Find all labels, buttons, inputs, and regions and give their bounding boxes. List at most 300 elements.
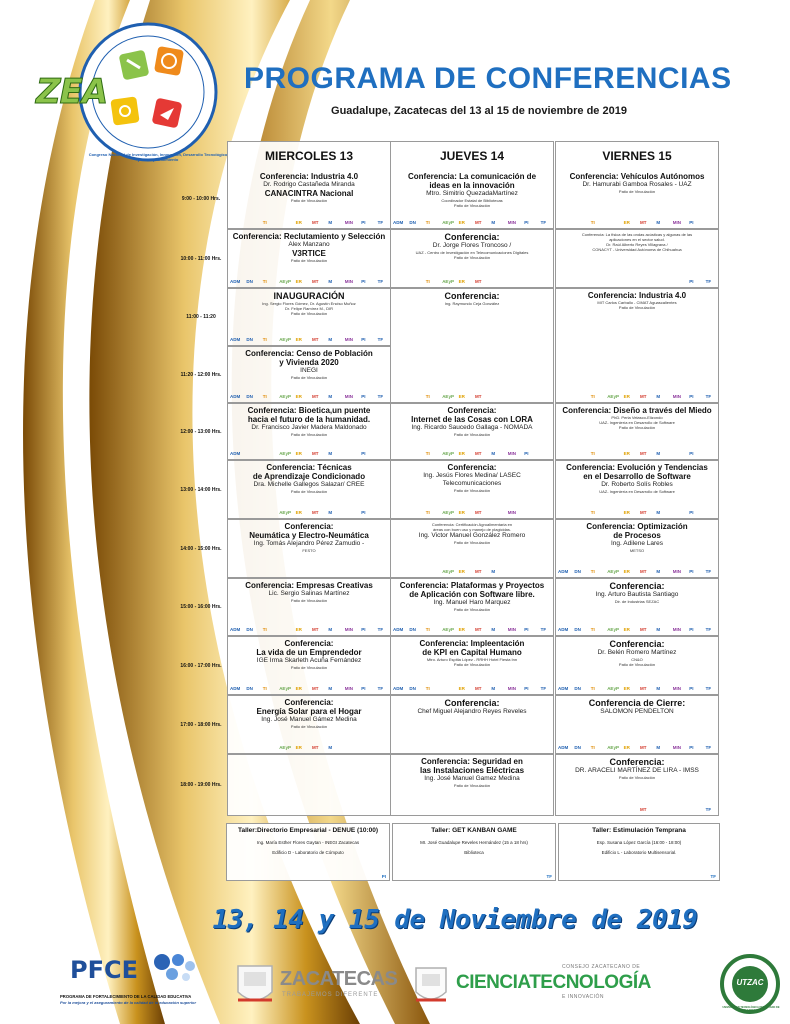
career-tags [556, 627, 718, 634]
career-tag: MIN [672, 627, 682, 632]
career-tag: PI [361, 394, 366, 399]
session-detail: Patio de Vinculación [453, 488, 491, 493]
career-tag: TI [425, 686, 430, 691]
career-tag: PI [361, 686, 366, 691]
career-tag: MIN [344, 337, 354, 342]
schedule-cell [555, 754, 719, 816]
time-slot-label: 11:00 - 11:20 [186, 314, 216, 320]
zea-logo-text: ZEA [36, 72, 108, 112]
career-tag: MT [475, 569, 482, 574]
day-column [390, 141, 554, 816]
session-title: Conferencia: [284, 698, 334, 707]
session-title: de KPI en Capital Humano [422, 648, 522, 657]
schedule-grid [174, 141, 719, 816]
session-detail: IGE Irma Skarleth Acuña Fernández [256, 657, 362, 664]
workshops-row [226, 823, 720, 881]
day-header: JUEVES 14 [439, 149, 505, 163]
session-detail: Patio de Vinculación [290, 489, 328, 494]
career-tag: AEyP [279, 279, 291, 284]
session-title: hacia el futuro de la humanidad. [247, 415, 371, 424]
career-tag: TF [705, 569, 712, 574]
career-tag: M [656, 510, 661, 515]
workshop-card [392, 823, 556, 881]
session-detail: Dr. Francisco Javier Madera Maldonado [251, 424, 367, 431]
session-detail: Patio de Vinculación [453, 662, 491, 667]
career-tag: M [656, 745, 661, 750]
career-tag: ER [623, 569, 630, 574]
session-title: Conferencia: Técnicas [266, 463, 352, 472]
schedule-cell [390, 754, 554, 816]
session-title: de Aplicación con Software libre. [409, 590, 535, 599]
career-tag: TF [540, 686, 547, 691]
session-detail: MIT Carlos Carballo - CIMAT Aguascalientes [597, 300, 677, 305]
career-tag: M [328, 745, 333, 750]
schedule-cell [555, 578, 719, 636]
session-detail: Ing. Raymundo Ceja González [444, 301, 500, 306]
career-tag: M [328, 451, 333, 456]
career-tag: ER [295, 279, 302, 284]
career-tag: TI [262, 627, 267, 632]
schedule-cell [227, 460, 391, 519]
career-tag: ADM [230, 279, 241, 284]
session-detail: Patio de Vinculación [618, 775, 656, 780]
schedule-cell [390, 141, 554, 229]
career-tag: M [491, 220, 496, 225]
career-tag: TF [705, 686, 712, 691]
session-title: V3RTICE [292, 249, 326, 258]
career-tags [228, 510, 390, 517]
career-tag: ER [458, 686, 465, 691]
session-detail: Alex Manzano [288, 241, 330, 248]
career-tag: ADM [230, 337, 241, 342]
career-tag: DN [409, 220, 416, 225]
career-tag: ER [458, 394, 465, 399]
career-tag: PI [689, 569, 694, 574]
career-tag: MIN [672, 745, 682, 750]
career-tag: AEyP [607, 686, 619, 691]
career-tag: PI [689, 451, 694, 456]
career-tag: M [491, 686, 496, 691]
career-tag: TI [425, 394, 430, 399]
session-detail: Patio de Vinculación [290, 432, 328, 437]
career-tag: DN [246, 394, 253, 399]
career-tag: DN [574, 745, 581, 750]
career-tags [228, 279, 390, 286]
day-header: VIERNES 15 [602, 149, 672, 163]
session-detail: SALOMON PENDELTON [600, 708, 674, 715]
workshop-instructor: Ing. María Esther Flores Gaytan - INEGI Zacatecas [256, 840, 360, 845]
career-tag: DN [246, 627, 253, 632]
dates-banner: 13, 14 y 15 de Noviembre de 2019 [212, 905, 698, 935]
career-tag: TF [377, 627, 384, 632]
session-detail: UAZ - Centro de Investigación en Telecomunicaciones Digitales [415, 250, 529, 255]
career-tag: DN [246, 337, 253, 342]
career-tag: TI [590, 510, 595, 515]
career-tags [391, 510, 553, 517]
career-tag: MT [640, 569, 647, 574]
zacatecas-logo [232, 954, 402, 1014]
career-tag: PI [524, 686, 529, 691]
career-tag: AEyP [442, 627, 454, 632]
career-tag: DN [574, 686, 581, 691]
career-tag: ER [623, 394, 630, 399]
cozcyt-crest-icon [412, 962, 450, 1008]
session-detail: Patio de Vinculación [290, 198, 328, 203]
session-detail: Patio de Vinculación [453, 540, 491, 545]
career-tag: PI [361, 337, 366, 342]
career-tag: ADM [230, 394, 241, 399]
session-title: Conferencia: Plataformas y Proyectos [399, 581, 545, 590]
career-tag: TI [262, 686, 267, 691]
career-tag: TF [377, 337, 384, 342]
time-slot-label: 11:20 - 12:00 Hrs. [180, 371, 222, 378]
career-tag: PI [689, 220, 694, 225]
career-tag: ER [458, 627, 465, 632]
career-tag: PI [689, 394, 694, 399]
career-tag: TF [705, 279, 712, 284]
cozcyt-sub2: E INNOVACIÓN [562, 994, 605, 1000]
session-title: Conferencia: Optimización [586, 522, 688, 531]
career-tag: TI [262, 337, 267, 342]
session-detail: UAZ- Ingeniería en Desarrollo de Software [599, 489, 675, 494]
career-tag: TI [590, 745, 595, 750]
session-detail: METSO [629, 548, 645, 553]
career-tag: AEyP [607, 569, 619, 574]
session-detail: Ing. Arturo Bautista Santiago [595, 591, 679, 598]
career-tag: PI [361, 220, 366, 225]
session-detail: Ing. Sergio Flores Gómez, Dr. Agustín Enciso Muñoz [262, 301, 356, 306]
session-title: Conferencia: La comunicación de [407, 172, 537, 181]
session-title: Conferencia: Censo de Población [245, 349, 373, 358]
career-tag: ER [295, 510, 302, 515]
career-tag: MT [312, 451, 319, 456]
career-tag: PI [361, 279, 366, 284]
session-detail: Ing. José Manuel Gámez Medina [261, 716, 357, 723]
session-detail: Coordinador Estatal de Bibliotecas [441, 198, 503, 203]
career-tag: AEyP [442, 394, 454, 399]
career-tag: ADM [558, 686, 569, 691]
session-detail: CN&O [631, 657, 643, 662]
career-tag: M [656, 627, 661, 632]
session-detail: Dra. Michelle Gallegos Salazar/ CREE [253, 481, 365, 488]
career-tags [228, 220, 390, 227]
career-tag: ER [458, 279, 465, 284]
session-detail: DR. ARACELI MARTÍNEZ DE LIRA - IMSS [575, 767, 699, 774]
career-tag: AEyP [607, 627, 619, 632]
career-tags [556, 569, 718, 576]
cozcyt-logo [412, 954, 702, 1014]
schedule-cell [227, 519, 391, 578]
career-tag: MT [640, 510, 647, 515]
career-tag: M [656, 686, 661, 691]
time-slot-label: 14:00 - 15:00 Hrs. [180, 545, 222, 552]
career-tags [556, 279, 718, 286]
session-detail: Patio de Vinculación [290, 258, 328, 263]
career-tag: TI [590, 686, 595, 691]
day-column [555, 141, 719, 816]
session-title: de Procesos [613, 531, 661, 540]
session-title: La vida de un Emprendedor [256, 648, 362, 657]
career-tag: MT [312, 510, 319, 515]
career-tag: TI [590, 394, 595, 399]
career-tag: AEyP [442, 510, 454, 515]
schedule-cell [390, 695, 554, 754]
time-slot-label: 12:00 - 13:00 Hrs. [180, 428, 222, 435]
session-detail: UAZ- Ingeniería en Desarrollo de Software [599, 420, 675, 425]
session-detail: Ing. Tomás Alejandro Pérez Zamudio - [253, 540, 365, 547]
career-tag: TI [262, 220, 267, 225]
career-tag: PI [689, 510, 694, 515]
workshop-location: Edificio L - Laboratorio Multisensorial. [601, 850, 677, 855]
session-title: ideas en la innovación [429, 181, 515, 190]
session-title: Conferencia: Diseño a través del Miedo [562, 406, 712, 415]
session-detail: Patio de Vinculación [290, 311, 328, 316]
career-tag: MT [475, 279, 482, 284]
session-detail: Dr. Rodrigo Castañeda Miranda [263, 181, 355, 188]
time-slot-label: 13:00 - 14:00 Hrs. [180, 486, 222, 493]
schedule-cell [390, 460, 554, 519]
career-tags [228, 627, 390, 634]
session-title: INAUGURACIÓN [273, 291, 345, 301]
workshop-instructor: MI. José Guadalupe Reveles Hernández (15 a 18 hrs) [420, 840, 528, 845]
career-tag: TF [377, 686, 384, 691]
career-tag: M [328, 279, 333, 284]
career-tag: M [656, 220, 661, 225]
career-tag: ER [458, 510, 465, 515]
session-title: Conferencia: Industria 4.0 [259, 172, 359, 181]
zacatecas-tagline: TRABAJEMOS DIFERENTE [282, 992, 379, 998]
career-tag: ER [623, 745, 630, 750]
session-detail: Dr. Jorge Flores Troncoso / [432, 242, 512, 249]
career-tag: PI [689, 745, 694, 750]
schedule-cell [555, 403, 719, 460]
session-title: Internet de las Cosas con LORA [411, 415, 533, 424]
career-tags [391, 686, 553, 693]
session-title: y Vivienda 2020 [279, 358, 339, 367]
career-tag: PI [361, 627, 366, 632]
career-tag: TF [705, 745, 712, 750]
session-detail: Patio de Vinculación [453, 783, 491, 788]
session-title: Conferencia: [444, 291, 500, 301]
career-tag: MT [475, 220, 482, 225]
session-detail: Patio de Vinculación [453, 203, 491, 208]
career-tag: AEyP [279, 337, 291, 342]
career-tag: TI [425, 220, 430, 225]
career-tag: MT [312, 220, 319, 225]
session-title: Conferencia: Evolución y Tendencias [566, 463, 708, 472]
session-title: Conferencia de Cierre: [588, 698, 686, 708]
schedule-cell [390, 519, 554, 578]
session-detail: Patio de Vinculación [290, 665, 328, 670]
schedule-cell [227, 754, 391, 816]
career-tag: TF [705, 807, 712, 812]
session-detail: Dir. de Industrias SEZAC [614, 599, 660, 604]
workshop-title: Taller: GET KANBAN GAME [431, 827, 517, 834]
career-tag: TF [705, 627, 712, 632]
session-title: las Instalaciones Eléctricas [419, 766, 525, 775]
session-detail: Patio de Vinculación [618, 425, 656, 430]
career-tag: PI [524, 220, 529, 225]
career-tag: DN [246, 686, 253, 691]
career-tag: TI [590, 220, 595, 225]
session-detail: Patio de Vinculación [453, 255, 491, 260]
career-tag: PI [361, 451, 366, 456]
workshop-card [226, 823, 390, 881]
career-tag: DN [574, 627, 581, 632]
career-tag: M [656, 394, 661, 399]
footer-logos [60, 952, 785, 1018]
session-detail: Mtro. Arturo Espitia López - RRHH Hotel Fiesta Inn [426, 657, 518, 662]
career-tag: M [328, 337, 333, 342]
career-tags [556, 394, 718, 401]
career-tag: TI [262, 394, 267, 399]
session-title: de Aprendizaje Condicionado [252, 472, 366, 481]
session-detail: Patio de Vinculación [618, 189, 656, 194]
career-tag: M [328, 627, 333, 632]
schedule-cell [227, 403, 391, 460]
pfce-line2: Por la mejora y el aseguramiento de la calidad de la educación superior [60, 1000, 197, 1005]
career-tag: MT [640, 807, 647, 812]
workshop-tag: PI [381, 874, 386, 879]
career-tag: MT [640, 627, 647, 632]
career-tag: M [328, 220, 333, 225]
career-tag: DN [246, 279, 253, 284]
career-tag: MT [475, 510, 482, 515]
career-tag: M [328, 686, 333, 691]
career-tag: MT [312, 686, 319, 691]
career-tag: MT [312, 627, 319, 632]
career-tag: ADM [393, 627, 404, 632]
utzac-wordmark: UTZAC [736, 978, 764, 987]
career-tag: ER [623, 220, 630, 225]
workshop-instructor: Esp. Susana López García (16:00 - 18:00) [596, 840, 682, 845]
career-tags [391, 627, 553, 634]
career-tag: PI [689, 279, 694, 284]
session-detail: Dr. Belén Romero Martínez [597, 649, 677, 656]
session-title: Conferencia: [609, 639, 665, 649]
career-tag: MT [475, 627, 482, 632]
workshop-title: Taller:Directorio Empresarial - DENUE (10:00) [237, 827, 379, 834]
career-tag: TI [425, 627, 430, 632]
career-tag: AEyP [279, 510, 291, 515]
career-tag: DN [409, 686, 416, 691]
zacatecas-wordmark: ZACATECAS [280, 968, 398, 990]
career-tag: ER [458, 220, 465, 225]
career-tags [556, 686, 718, 693]
career-tag: MT [475, 451, 482, 456]
workshop-location: Biblioteca [464, 850, 484, 855]
session-detail: Lic. Sergio Salinas Martínez [268, 590, 350, 597]
schedule-cell [227, 346, 391, 403]
pfce-logo [60, 952, 220, 1018]
career-tag: MT [475, 686, 482, 691]
career-tags [228, 451, 390, 458]
career-tag: MIN [507, 627, 517, 632]
session-title: Energía Solar para el Hogar [256, 707, 362, 716]
session-title: Conferencia: [444, 698, 500, 708]
session-title: Conferencia: [447, 463, 497, 472]
schedule-cell [227, 636, 391, 695]
pfce-dots-icon [152, 952, 196, 982]
utzac-logo [720, 954, 782, 1016]
career-tag: MT [640, 451, 647, 456]
career-tag: TF [540, 220, 547, 225]
career-tag: TF [377, 279, 384, 284]
career-tag: MIN [507, 451, 517, 456]
career-tag: MT [475, 394, 482, 399]
session-detail: Ing. Manuel Haro Marquez [433, 599, 511, 606]
career-tags [556, 807, 718, 814]
career-tag: TI [425, 510, 430, 515]
career-tag: ADM [393, 220, 404, 225]
schedule-cell [227, 695, 391, 754]
career-tags [391, 394, 553, 401]
workshop-tag: TF [710, 874, 716, 879]
session-detail: Telecomunicaciones [442, 480, 502, 487]
session-title: Neumática y Electro-Neumática [249, 531, 369, 540]
session-title: Conferencia: [444, 232, 500, 242]
career-tags [228, 337, 390, 344]
career-tag: ER [295, 220, 302, 225]
page-subtitle: Guadalupe, Zacatecas del 13 al 15 de noviembre de 2019 [331, 105, 627, 117]
career-tag: TF [705, 394, 712, 399]
career-tag: MIN [672, 394, 682, 399]
time-slot-label: 18:00 - 19:00 Hrs. [180, 782, 222, 788]
career-tag: MIN [507, 510, 517, 515]
career-tag: MT [640, 394, 647, 399]
career-tag: AEyP [442, 279, 454, 284]
career-tag: MIN [507, 220, 517, 225]
session-detail: Dr. Roberto Solís Robles [601, 481, 673, 488]
session-title: Conferencia: [284, 639, 334, 648]
career-tag: ADM [558, 627, 569, 632]
career-tag: M [491, 451, 496, 456]
career-tag: MT [312, 745, 319, 750]
session-detail: aplicaciones en el sector salud. [609, 237, 665, 242]
career-tag: ER [295, 745, 302, 750]
career-tags [228, 394, 390, 401]
career-tag: MT [640, 220, 647, 225]
career-tag: TF [377, 394, 384, 399]
career-tag: M [328, 510, 333, 515]
session-detail: Patio de Vinculación [618, 662, 656, 667]
session-title: en el Desarrollo de Software [583, 472, 691, 481]
career-tag: MIN [672, 569, 682, 574]
schedule-cell [555, 460, 719, 519]
career-tag: AEyP [442, 220, 454, 225]
career-tags [391, 451, 553, 458]
career-tag: MIN [344, 627, 354, 632]
career-tag: AEyP [607, 745, 619, 750]
career-tag: PI [689, 627, 694, 632]
career-tag: MIN [344, 686, 354, 691]
career-tag: PI [524, 627, 529, 632]
career-tag: M [491, 627, 496, 632]
career-tag: M [656, 451, 661, 456]
session-detail: CONACYT - Universidad Autónoma de Chihuahua [592, 247, 682, 252]
career-tag: M [656, 569, 661, 574]
session-title: CANACINTRA Nacional [264, 189, 354, 198]
career-tag: MT [312, 279, 319, 284]
schedule-cell [227, 288, 391, 346]
career-tags [556, 451, 718, 458]
schedule-cell [390, 636, 554, 695]
session-detail: FESTO [302, 548, 316, 553]
schedule-cell [390, 288, 554, 403]
schedule-cell [390, 578, 554, 636]
session-title: Conferencia: [609, 581, 665, 591]
session-detail: Dr. Felipe Ramírez M., DIR [284, 306, 333, 311]
